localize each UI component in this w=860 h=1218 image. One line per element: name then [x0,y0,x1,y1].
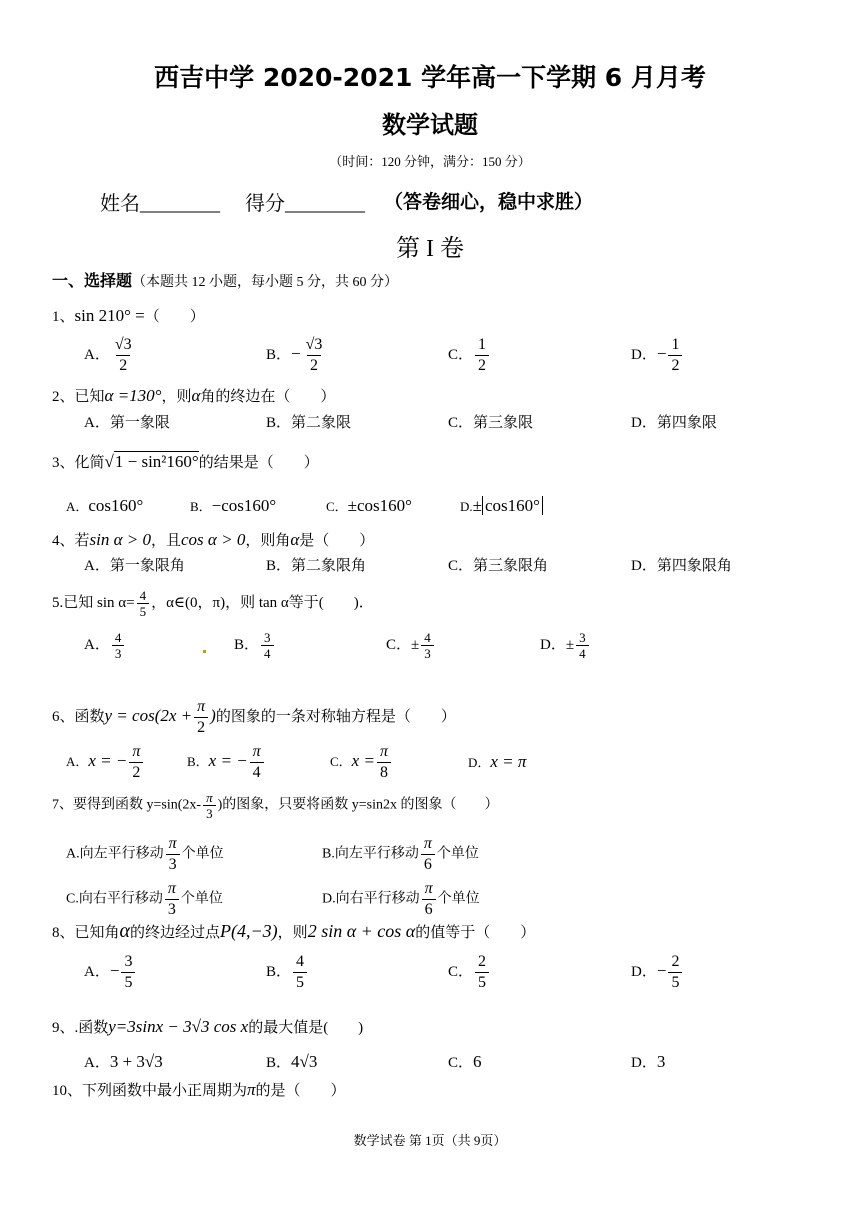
q3-option-b: B．−cos160° [190,496,277,515]
q8-option-c: C． $\frac{2}{5}$ [448,952,491,993]
name-field: 姓名________ [100,193,220,215]
q9-option-d: D．3 [631,1052,666,1071]
q1-option-b: B．− $\frac{√3}{2}$ [266,336,323,374]
question-2: 2、已知α =130°，则α角的终边在（ ） [52,386,336,405]
question-4: 4、若sin α > 0，且cos α > 0，则角α是（ ） [52,530,375,549]
q8-option-d: D．− $\frac{2}{5}$ [631,952,684,993]
q7-option-b: B.向左平行移动 $\frac{\pi}{6}$ 个单位 [322,835,479,873]
q5-option-d: D．± $\frac{3}{4}$ [540,630,591,661]
q5-option-c: C．± $\frac{4}{3}$ [386,630,436,661]
q1-option-c: C． $\frac{1}{2}$ [448,335,491,376]
q2-option-a: A．第一象限 [84,415,170,431]
volume-heading: 第 I 卷 [396,236,464,262]
q3-option-d: D.± cos160° [460,496,543,517]
q8-option-a: A．− $\frac{3}{5}$ [84,952,137,993]
q8-option-b: B． $\frac{4}{5}$ [266,952,309,993]
q2-option-b: B．第二象限 [266,415,352,431]
exam-title: 西吉中学 2020-2021 学年高一下学期 6 月月考 [154,63,706,92]
q9-option-c: C．6 [448,1052,482,1071]
q4-option-d: D．第四象限角 [631,558,732,574]
exam-subtitle: 数学试题 [382,111,478,139]
q7-option-d: D.向右平行移动 $\frac{\pi}{6}$ 个单位 [322,880,480,918]
question-8: 8、已知角α的终边经过点P(4,−3)，则2 sin α + cos α的值等于（ ） [52,920,536,942]
q7-option-a: A.向左平行移动 $\frac{\pi}{3}$ 个单位 [66,835,224,873]
q7-option-c: C.向右平行移动 $\frac{\pi}{3}$ 个单位 [66,880,223,918]
q4-option-a: A．第一象限角 [84,558,185,574]
q6-option-a: A．x = − $\frac{\pi}{2}$ [66,742,145,783]
q1-option-d: D．− $\frac{1}{2}$ [631,335,684,376]
question-5: 5.已知 sin α= $\frac{4}{5}$ ，α∈(0，π)，则 tan α等于( )． [52,588,374,619]
question-1: 1、sin 210° =（ ） [52,306,205,325]
q6-option-b: B．x = − $\frac{\pi}{4}$ [187,742,266,783]
question-6: 6、函数y = cos(2x + $\frac{\pi}{2}$ )的图象的一条对称轴方程是（ ） [52,698,456,736]
q9-option-b: B．4√3 [266,1052,318,1071]
q9-option-a: A．3 + 3√3 [84,1052,163,1071]
stray-dot [203,650,206,653]
q3-option-a: A．cos160° [66,496,144,515]
q4-option-c: C．第三象限角 [448,558,549,574]
question-9: 9、.函数y=3sinx − 3√3 cos x的最大值是( ) [52,1017,364,1036]
q1-option-a: A． $\frac{√3}{2}$ [84,336,132,374]
motto: （答卷细心，稳中求胜） [384,191,594,213]
exam-info: （时间：120 分钟，满分：150 分） [329,154,531,169]
q6-option-d: D．x = π [468,752,527,771]
question-10: 10、下列函数中最小正周期为π的是（ ） [52,1080,346,1099]
q5-option-b: B． $\frac{3}{4}$ [234,630,276,661]
q2-option-d: D．第四象限 [631,415,717,431]
question-7: 7、要得到函数 y=sin(2x- $\frac{\pi}{3}$ )的图象，只要将函数 y=sin2x 的图象（ ） [52,790,499,821]
q5-option-a: A． $\frac{4}{3}$ [84,630,126,661]
q2-option-c: C．第三象限 [448,415,534,431]
q3-option-c: C．±cos160° [326,496,412,515]
score-field: 得分________ [245,193,365,215]
page-footer: 数学试卷 第 1页（共 9页） [353,1133,507,1148]
section-heading: 一、选择题（本题共 12 小题，每小题 5 分，共 60 分） [52,273,399,290]
q6-option-c: C．x = $\frac{\pi}{8}$ [330,742,393,783]
q4-option-b: B．第二象限角 [266,558,367,574]
question-3: 3、化简√1 − sin²160°的结果是（ ） [52,452,319,471]
